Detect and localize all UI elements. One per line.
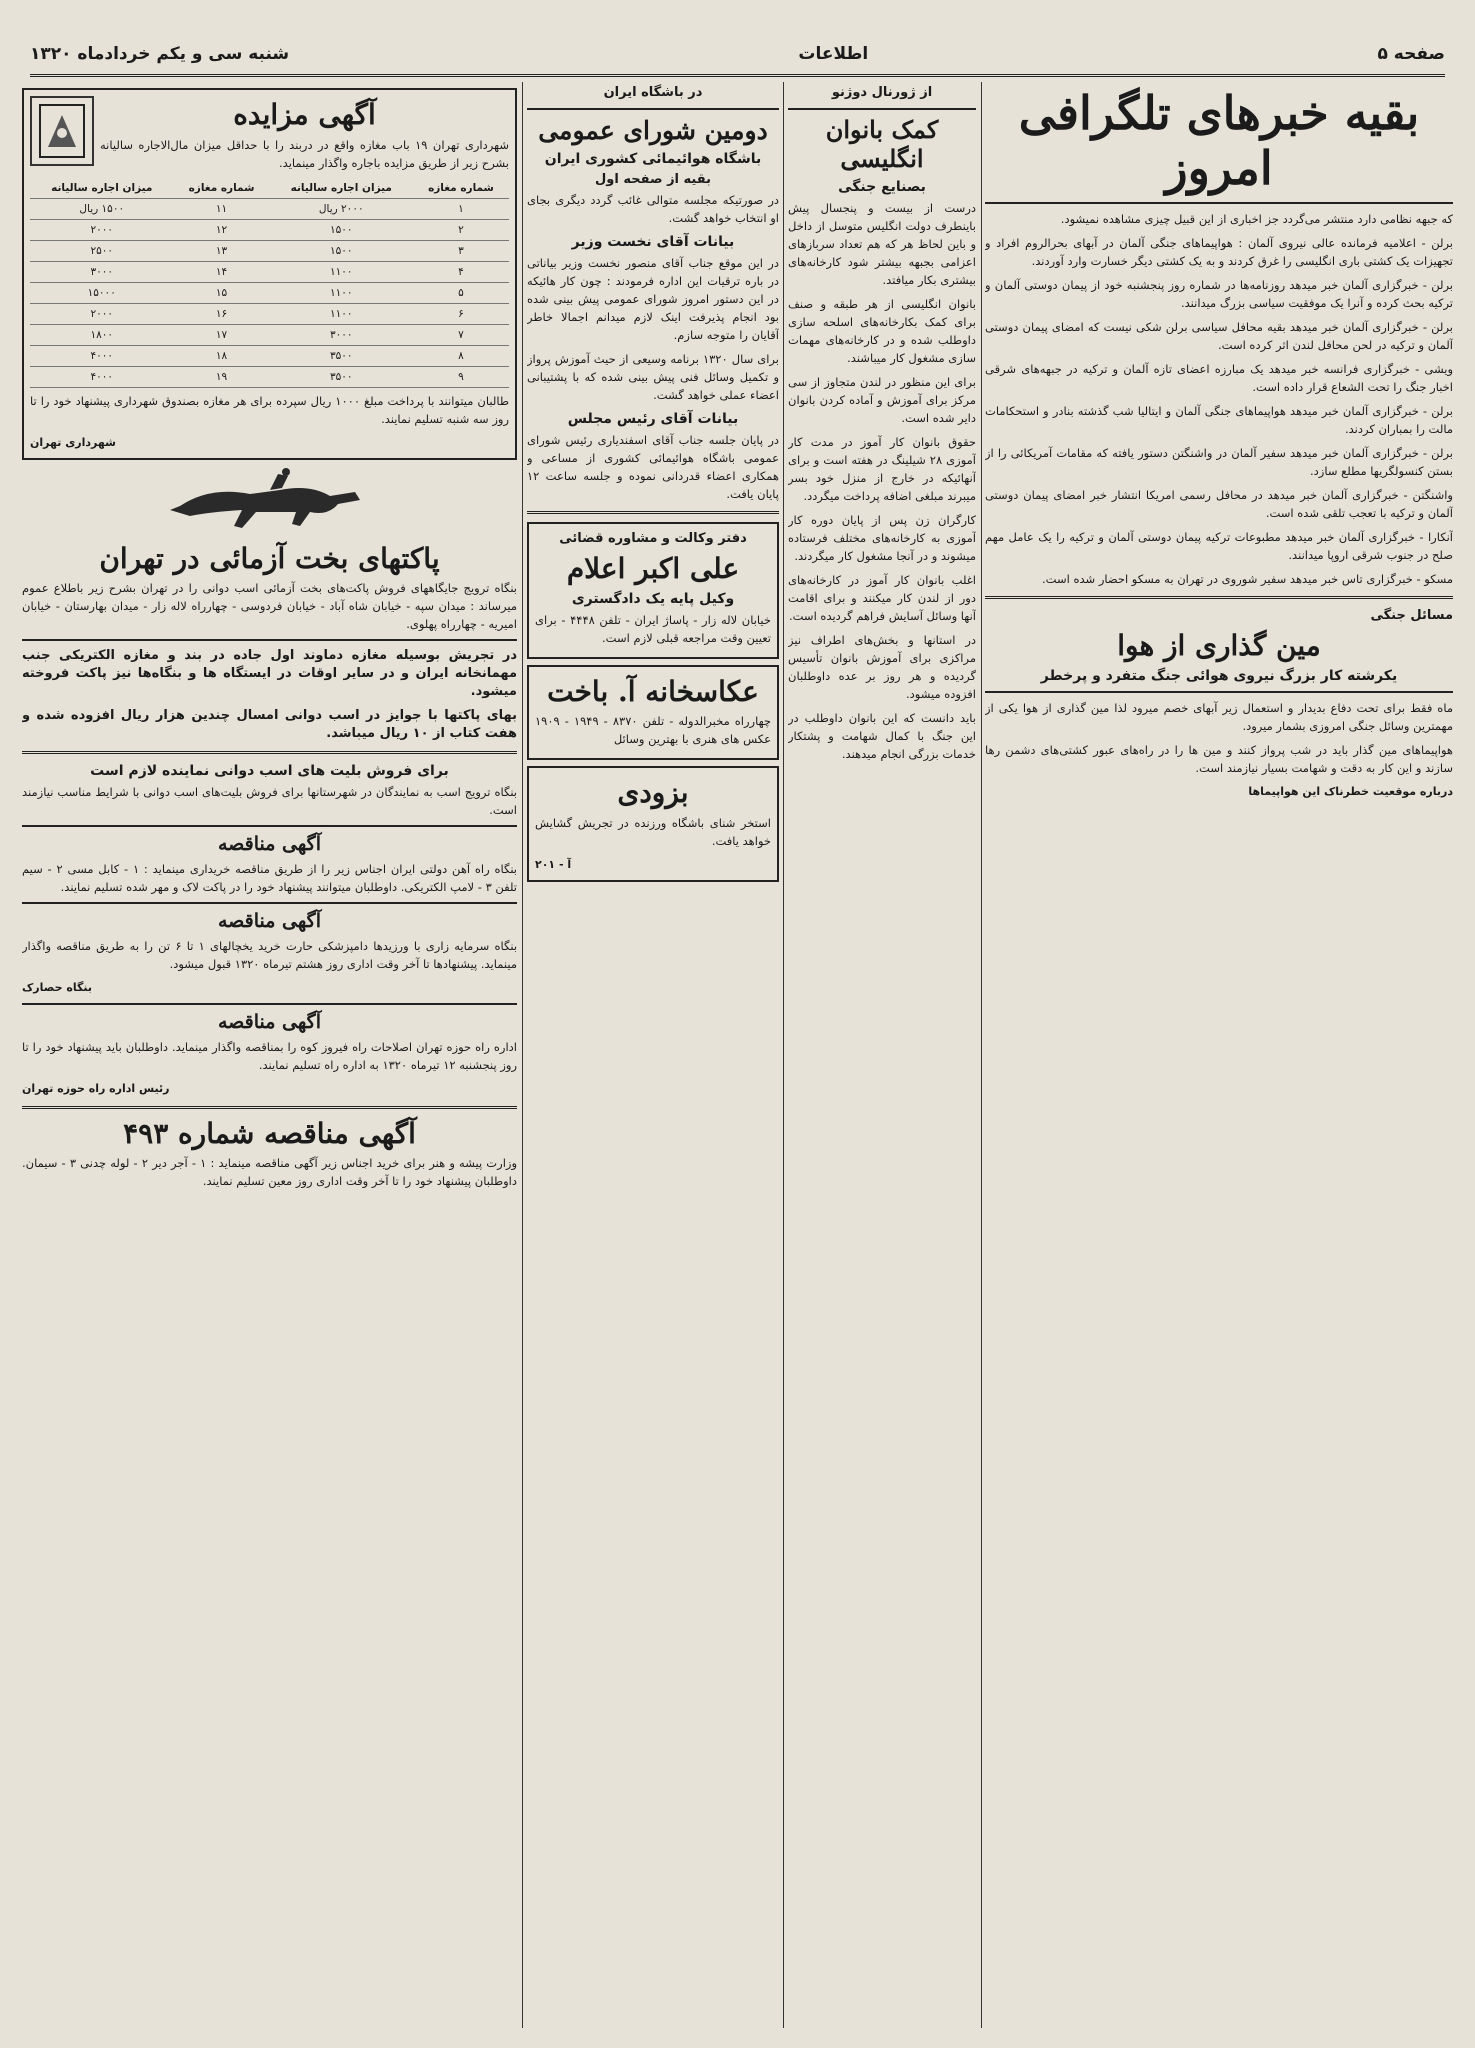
table-cell: ۱۷ — [173, 324, 269, 345]
ad-title: آگهی مزایده — [233, 98, 376, 131]
table-cell: ۲۰۰۰ — [30, 303, 173, 324]
table-cell: ۸ — [413, 345, 509, 366]
article-paragraph: برلن - خبرگزاری آلمان خبر میدهد روزنامه‌ها در شماره روز پنجشنبه خود از پیمان دوستی آلمان و ترکیه بحث کرده و آنرا یک موفقیت سیاسی بزرگ میدانند. — [985, 278, 1453, 311]
column-section: در باشگاه ایران — [603, 85, 703, 100]
subheadline-war-industry: بصنایع جنگی — [838, 178, 926, 195]
ad-body: بنگاه سرمایه زاری با ورزیدها دامپزشکی حارت خرید یخچالهای ۱ تا ۶ تن را به طریق مناقصه واگذار مینماید. پیشنهادها تا آخر وقت اداری روز هشتم تیرماه ۱۳۲۰ قبول میشود. — [22, 938, 517, 971]
article-paragraph: برای این منظور در لندن متجاوز از سی مرکز برای آموزش و آماده کردن بانوان دایر شده است. — [788, 374, 976, 425]
article-paragraph: واشنگتن - خبرگزاری آلمان خبر میدهد در محافل رسمی امریکا انتشار خبر امضای پیمان دوستی آلمان و ترکیه با تعجب تلقی شده است. — [985, 488, 1453, 521]
ad-signature: رئیس اداره راه حوزه تهران — [22, 1081, 170, 1095]
table-cell: ۱۱۰۰ — [270, 303, 413, 324]
table-cell: ۴۰۰۰ — [30, 345, 173, 366]
article-paragraph: برلن - خبرگزاری آلمان خبر میدهد هواپیماهای جنگی آلمان و ایتالیا شب گذشته بنادر و استحکامات مالت را بمباران کردند. — [985, 404, 1453, 437]
ad-photo-studio — [527, 665, 779, 761]
table-row — [30, 324, 509, 345]
headline-women-aid: کمک بانوان انگلیسی — [825, 115, 939, 173]
headline-telegraph: بقیه خبرهای تلگرافی امروز — [1018, 86, 1420, 196]
ad-signature: شهرداری تهران — [30, 435, 116, 449]
table-cell: ۱۳ — [173, 240, 269, 261]
column-rule — [981, 82, 982, 2028]
table-header: شماره مغازه — [413, 178, 509, 199]
ad-title: برای فروش بلیت های اسب دوانی نماینده لازم است — [90, 763, 449, 780]
table-cell: ۲۰۰۰ ریال — [270, 198, 413, 219]
ad-title: آگهی مناقصه — [218, 909, 321, 932]
ad-title: دفتر وکالت و مشاوره قضائی — [559, 531, 747, 546]
table-cell: ۳۵۰۰ — [270, 366, 413, 387]
article-paragraph: هواپیماهای مین گذار باید در شب پرواز کنند و مین ها را در راه‌های عبور کشتی‌های دشمن رها سازند و این کار به دقت و شهامت بسیار نیازمند است. — [985, 742, 1453, 775]
article-footer: درباره موقعیت خطرناک این هواپیماها — [1248, 784, 1453, 798]
table-cell: ۱۶ — [173, 303, 269, 324]
subheadline-club: باشگاه هوائیمائی کشوری ایران — [544, 151, 762, 167]
article-paragraph: برای سال ۱۳۲۰ برنامه وسیعی از حیث آموزش پرواز و تکمیل وسائل فنی پیش بینی شده که با پشتیبانی اعضاء عملی خواهد گشت. — [527, 352, 779, 402]
column-telegraph-news — [985, 82, 1453, 2028]
ad-body: اداره راه حوزه تهران اصلاحات راه فیروز کوه را بمناقصه واگذار مینماید. داوطلبان باید پیشنهاد خود را تا روز پنجشنبه ۱۲ تیرماه ۱۳۲۰ به اداره راه تسلیم نمایند. — [22, 1039, 517, 1072]
table-row — [30, 366, 509, 387]
column-rule — [783, 82, 784, 2028]
racehorse-jockey-icon — [22, 466, 517, 536]
municipality-seal-icon — [30, 96, 94, 166]
table-cell: ۱۵۰۰ — [270, 219, 413, 240]
table-cell: ۱۵۰۰ — [270, 240, 413, 261]
ad-lawyer-name: علی اکبر اعلام — [566, 552, 740, 585]
page-number: صفحه ۵ — [1377, 44, 1445, 64]
article-paragraph: در این موقع جناب آقای منصور نخست وزیر بیاناتی در باره ترقیات این اداره فرمودند : چون کار هائیکه در این دستور امروز شورای عمومی پیش بینی شده بود انجام پذیرفت اینک لازم میدانم اجمالا خاطر آقایان را متوجه سازم. — [527, 256, 779, 342]
table-cell: ۵ — [413, 282, 509, 303]
ad-title: آگهی مناقصه — [218, 833, 321, 856]
table-row — [30, 219, 509, 240]
article-paragraph: که جبهه نظامی دارد منتشر می‌گردد جز اخباری از این قبیل چیزی مشاهده نمیشود. — [1060, 212, 1453, 227]
table-cell: ۱۵ — [173, 282, 269, 303]
table-cell: ۱۹ — [173, 366, 269, 387]
speech-title: بیانات آقای رئیس مجلس — [567, 411, 739, 427]
article-paragraph: مسکو - خبرگزاری تاس خبر میدهد سفیر شوروی در تهران به مسکو احضار شده است. — [1042, 572, 1453, 587]
ad-body: بنگاه راه آهن دولتی ایران اجناس زیر را از طریق مناقصه خریداری مینماید : ۱ - کابل مسی ۲ - سیم تلفن ۳ - لامپ الکتریکی. داوطلبان میتوانند پیشنهاد خود را در پاکت لاک و مهر شده تسلیم نمایند. — [22, 861, 517, 894]
table-cell: ۱۵۰۰۰ — [30, 282, 173, 303]
table-cell: ۳۵۰۰ — [270, 345, 413, 366]
article-paragraph: برلن - خبرگزاری آلمان خبر میدهد سفیر آلمان در واشنگتن دستور یافته که مقامات آمریکائی را از بستن کنسولگریها مطلع سازد. — [985, 446, 1453, 479]
table-row — [30, 282, 509, 303]
ad-studio-name: عکاسخانه آ. باخت — [547, 674, 759, 708]
issue-date: شنبه سی و یکم خردادماه ۱۳۲۰ — [30, 44, 290, 64]
table-row — [30, 240, 509, 261]
table-cell: ۳ — [413, 240, 509, 261]
column-aviation-club — [527, 82, 779, 2028]
ad-note: در تجریش بوسیله مغازه دماوند اول جاده در بند و مغازه الکتریکی جنب مهمانخانه ایران و در سایر اوقات در ایستگاه ها و بنگاه‌ها نیز پاکت فروخته میشود. — [22, 648, 517, 700]
article-paragraph: ویشی - خبرگزاری فرانسه خبر میدهد یک مبارزه اعضای تازه آلمان و ترکیه در جبهه‌های شرقی اخبار جنگ را تحت الشعاع قرار داده است. — [985, 362, 1453, 395]
table-row — [30, 261, 509, 282]
article-paragraph: درست از بیست و پنجسال پیش باینطرف دولت انگلیس متوسل از داخل و باین لحاظ هر که هم تعداد سربازهای اعزامی بجبهه بیشتر شود کارخانه‌های بیشتری بکار میافتد. — [788, 200, 976, 287]
table-row — [30, 345, 509, 366]
headline-aerial-mining: مین گذاری از هوا — [1117, 629, 1321, 663]
headline-lottery: پاکتهای بخت آزمائی در تهران — [99, 541, 440, 575]
ad-lawyer-rank: وکیل پایه یک دادگستری — [571, 590, 735, 607]
speech-title: بیانات آقای نخست وزیر — [571, 234, 735, 250]
table-row — [30, 303, 509, 324]
table-cell: ۹ — [413, 366, 509, 387]
ad-coming-soon — [527, 766, 779, 882]
ad-auction — [22, 88, 517, 460]
table-cell: ۳۰۰۰ — [30, 261, 173, 282]
ad-body: بنگاه ترویج جایگاههای فروش پاکت‌های بخت آزمائی اسب دوانی را در تهران بشرح زیر باطلاع عموم میرساند : میدان سپه - خیابان شاه آباد - خیابان فردوسی - چهارراه لاله زار - میدان بهارستان - خیابان امیریه - چهارراه پهلوی. — [22, 581, 517, 632]
article-paragraph: در پایان جلسه جناب آقای اسفندیاری رئیس شورای عمومی باشگاه هوائیمائی کشوری از مساعی و همکاری اعضاء قدردانی نموده و جلسه ساعت ۱۲ پایان یافت. — [527, 433, 779, 501]
table-cell: ۴۰۰۰ — [30, 366, 173, 387]
table-header: میزان اجاره سالیانه — [30, 178, 173, 199]
table-header: میزان اجاره سالیانه — [270, 178, 413, 199]
ad-soon-title: بزودی — [617, 776, 689, 810]
table-row — [30, 198, 509, 219]
article-paragraph: حقوق بانوان کار آموز در مدت کار آموزی ۲۸ شیلینگ در هفته است و برای آنهائیکه در خارج از منزل خود بسر میبرند مبلغی اضافه پرداخت میگردد. — [788, 434, 976, 503]
ad-body: بنگاه ترویج اسب به نمایندگان در شهرستانها برای فروش بلیت‌های اسب دوانی با شرایط مناسب نیازمند است. — [22, 785, 517, 818]
table-cell: ۱۸ — [173, 345, 269, 366]
table-cell: ۲۵۰۰ — [30, 240, 173, 261]
paper-name: اطلاعات — [798, 44, 869, 64]
ad-body: استخر شنای باشگاه ورزنده در تجریش گشایش خواهد یافت. — [535, 815, 771, 848]
table-cell: ۱۱۰۰ — [270, 282, 413, 303]
table-cell: ۱۵۰۰ ریال — [30, 198, 173, 219]
table-cell: ۶ — [413, 303, 509, 324]
ad-title: آگهی مناقصه — [218, 1010, 321, 1033]
table-cell: ۱ — [413, 198, 509, 219]
article-paragraph: ماه فقط برای تحت دفاع بدیدار و استعمال زیر آبهای خصم میرود لذا مین گذاری از هوا یکی از مهمترین وسائل جنگی امروزی بشمار میرود. — [985, 700, 1453, 733]
article-paragraph: برلن - اعلامیه فرمانده عالی نیروی آلمان : هواپیماهای جنگی آلمان در آبهای بحرالروم افراد و تجهیزات یک کشتی باری انگلیسی را غرق کردند و به یک کشتی دیگر خسارت وارد آوردند. — [985, 236, 1453, 269]
table-cell: ۱۱ — [173, 198, 269, 219]
ad-title-tender-493: آگهی مناقصه شماره ۴۹۳ — [123, 1116, 416, 1150]
column-rule — [522, 82, 523, 2028]
rent-table — [30, 178, 509, 388]
article-paragraph: آنکارا - خبرگزاری آلمان خبر میدهد مطبوعات ترکیه پیمان دوستی آلمان و ترکیه را یک عامل مهم صلح در جنوب شرقی اروپا میدانند. — [985, 530, 1453, 563]
article-paragraph: اغلب بانوان کار آموز در کارخانه‌های دور از لندن کار میکنند و برای اقامت آنها وسائل آسایش فراهم گردیده است. — [788, 572, 976, 623]
ad-body: وزارت پیشه و هنر برای خرید اجناس زیر آگهی مناقصه مینماید : ۱ - آجر دیر ۲ - لوله چدنی ۳ - سیمان. داوطلبان پیشنهاد خود را تا آخر وقت اداری روز معین تسلیم نمایند. — [22, 1156, 517, 1189]
ad-footer-text: طالبان میتوانند با پرداخت مبلغ ۱۰۰۰ ریال سپرده برای هر مغازه بصندوق شهرداری پیشنهاد خود را تا روز سه شنبه تسلیم نمایند. — [30, 393, 510, 426]
table-cell: ۱۴ — [173, 261, 269, 282]
section-label: مسائل جنگی — [1370, 608, 1453, 624]
article-paragraph: باید دانست که این بانوان داوطلب در این جنگ با کمال شهامت و پشتکار خدمات بزرگی انجام میدهند. — [788, 710, 976, 761]
ad-body: چهارراه مخبرالدوله - تلفن ۸۳۷۰ - ۱۹۴۹ - ۱۹۰۹ عکس های هنری با بهترین وسائل — [535, 714, 771, 747]
ad-law-office — [527, 522, 779, 659]
ad-body: خیابان لاله زار - پاساژ ایران - تلفن ۴۴۴۸ - برای تعیین وقت مراجعه قبلی لازم است. — [535, 612, 772, 645]
subheadline-aerial-mining: یکرشته کار بزرگ نیروی هوائی جنگ متفرد و پرخطر — [1040, 667, 1398, 684]
table-cell: ۱۸۰۰ — [30, 324, 173, 345]
headline-council: دومین شورای عمومی — [538, 116, 768, 145]
table-cell: ۳۰۰۰ — [270, 324, 413, 345]
table-cell: ۱۱۰۰ — [270, 261, 413, 282]
article-paragraph: برلن - خبرگزاری آلمان خبر میدهد بقیه محافل سیاسی برلن شکی نیست که امضای پیمان دوستی آلمان و ترکیه در لحن محافل لندن اثر کرده است. — [985, 320, 1453, 353]
article-paragraph: بانوان انگلیسی از هر طبقه و صنف برای کمک بکارخانه‌های اسلحه سازی داوطلب شده و در کارخانه‌های مهمات سازی مشغول کار میباشند. — [788, 296, 976, 365]
ad-signature: بنگاه حصارک — [22, 980, 92, 994]
ad-body: شهرداری تهران ۱۹ باب مغازه واقع در دربند را با حداقل میزان مال‌الاجاره سالیانه بشرح زیر از طریق مزایده باجاره واگذار مینماید. — [100, 137, 509, 170]
table-cell: ۲ — [413, 219, 509, 240]
article-paragraph: در استانها و بخش‌های اطراف نیز مراکزی برای آموزش بانوان تأسیس گردیده و هر روز بر عده داوطلبان افزوده میشود. — [788, 632, 976, 701]
table-cell: ۴ — [413, 261, 509, 282]
column-notices — [22, 82, 517, 2028]
article-paragraph: در صورتیکه مجلسه متوالی غائب گردد دیگری بجای او انتخاب خواهد گشت. — [527, 193, 779, 225]
table-header: شماره مغازه — [173, 178, 269, 199]
ad-code: آ - ۲۰۱ — [535, 857, 572, 871]
table-cell: ۱۲ — [173, 219, 269, 240]
table-cell: ۷ — [413, 324, 509, 345]
column-women-industry — [788, 82, 976, 2028]
ad-note: بهای پاکتها با جوایز در اسب دوانی امسال چندین هزار ریال افزوده شده و هفت کتاب از ۱۰ ریال میباشد. — [22, 708, 517, 742]
article-paragraph: کارگران زن پس از پایان دوره کار آموزی به کارخانه‌های مختلف فرستاده میشوند و در آنجا مشغول کار میگردند. — [788, 512, 976, 563]
table-cell: ۲۰۰۰ — [30, 219, 173, 240]
continued-note: بقیه از صفحه اول — [595, 172, 711, 187]
column-source: از ژورنال دوژنو — [831, 85, 933, 100]
page-header — [30, 34, 1445, 77]
